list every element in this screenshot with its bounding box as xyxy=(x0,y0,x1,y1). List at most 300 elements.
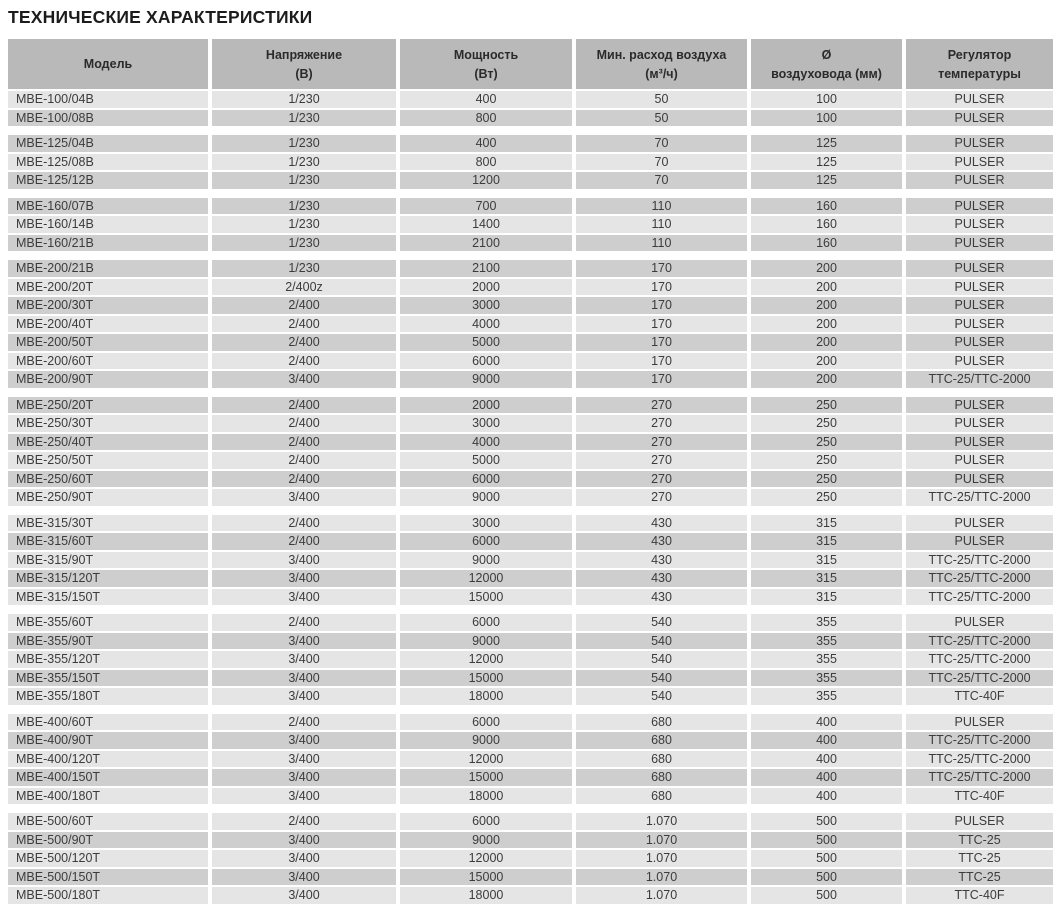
cell-regulator: TTC-25/TTC-2000 xyxy=(904,632,1053,651)
cell-diameter: 100 xyxy=(749,90,904,109)
cell-power: 9000 xyxy=(398,731,574,750)
column-header xyxy=(210,39,398,90)
cell-power: 5000 xyxy=(398,333,574,352)
cell-power: 4000 xyxy=(398,433,574,452)
cell-regulator: TTC-40F xyxy=(904,886,1053,905)
cell-power: 15000 xyxy=(398,669,574,688)
cell-regulator: PULSER xyxy=(904,515,1053,533)
cell-power: 9000 xyxy=(398,370,574,389)
cell-power: 400 xyxy=(398,135,574,153)
cell-diameter: 200 xyxy=(749,333,904,352)
cell-regulator: PULSER xyxy=(904,296,1053,315)
cell-regulator: PULSER xyxy=(904,171,1053,190)
cell-diameter: 400 xyxy=(749,787,904,806)
cell-power: 5000 xyxy=(398,451,574,470)
cell-airflow: 170 xyxy=(574,352,749,371)
cell-airflow: 680 xyxy=(574,750,749,769)
cell-model: MBE-355/90T xyxy=(8,632,210,651)
table-row xyxy=(8,260,1053,278)
cell-airflow: 270 xyxy=(574,451,749,470)
cell-airflow: 170 xyxy=(574,370,749,389)
cell-voltage: 3/400 xyxy=(210,731,398,750)
cell-diameter: 200 xyxy=(749,315,904,334)
column-header-line1: Регулятор xyxy=(947,47,1012,62)
cell-airflow: 270 xyxy=(574,488,749,507)
cell-voltage: 3/400 xyxy=(210,632,398,651)
group-gap xyxy=(8,127,1053,135)
table-row xyxy=(8,886,1053,905)
cell-diameter: 250 xyxy=(749,397,904,415)
cell-regulator: PULSER xyxy=(904,433,1053,452)
cell-airflow: 540 xyxy=(574,614,749,632)
header-row xyxy=(8,39,1053,90)
cell-regulator: PULSER xyxy=(904,397,1053,415)
cell-diameter: 355 xyxy=(749,632,904,651)
cell-airflow: 270 xyxy=(574,397,749,415)
cell-regulator: TTC-25 xyxy=(904,831,1053,850)
cell-airflow: 540 xyxy=(574,632,749,651)
cell-airflow: 1.070 xyxy=(574,849,749,868)
cell-diameter: 315 xyxy=(749,588,904,607)
cell-power: 18000 xyxy=(398,787,574,806)
cell-power: 700 xyxy=(398,198,574,216)
table-row xyxy=(8,831,1053,850)
cell-airflow: 170 xyxy=(574,260,749,278)
cell-power: 800 xyxy=(398,109,574,128)
cell-voltage: 3/400 xyxy=(210,750,398,769)
cell-voltage: 2/400 xyxy=(210,414,398,433)
table-row xyxy=(8,532,1053,551)
group-gap xyxy=(8,389,1053,397)
table-row xyxy=(8,768,1053,787)
column-header-line1: Напряжение xyxy=(265,47,343,62)
cell-model: MBE-160/14B xyxy=(8,215,210,234)
table-row xyxy=(8,198,1053,216)
cell-model: MBE-200/20T xyxy=(8,278,210,297)
cell-power: 9000 xyxy=(398,831,574,850)
cell-airflow: 70 xyxy=(574,135,749,153)
cell-model: MBE-200/21B xyxy=(8,260,210,278)
table-body xyxy=(8,90,1053,905)
cell-voltage: 3/400 xyxy=(210,768,398,787)
cell-airflow: 540 xyxy=(574,669,749,688)
cell-power: 15000 xyxy=(398,588,574,607)
cell-diameter: 250 xyxy=(749,470,904,489)
cell-model: MBE-315/150T xyxy=(8,588,210,607)
cell-power: 18000 xyxy=(398,886,574,905)
cell-power: 3000 xyxy=(398,296,574,315)
table-row xyxy=(8,669,1053,688)
cell-airflow: 170 xyxy=(574,315,749,334)
cell-diameter: 160 xyxy=(749,215,904,234)
cell-model: MBE-250/90T xyxy=(8,488,210,507)
cell-model: MBE-400/120T xyxy=(8,750,210,769)
table-row xyxy=(8,488,1053,507)
cell-airflow: 680 xyxy=(574,768,749,787)
cell-diameter: 500 xyxy=(749,868,904,887)
cell-voltage: 1/230 xyxy=(210,153,398,172)
cell-voltage: 2/400 xyxy=(210,614,398,632)
cell-voltage: 1/230 xyxy=(210,135,398,153)
cell-regulator: TTC-25/TTC-2000 xyxy=(904,588,1053,607)
cell-diameter: 500 xyxy=(749,813,904,831)
cell-airflow: 540 xyxy=(574,650,749,669)
cell-voltage: 3/400 xyxy=(210,551,398,570)
cell-voltage: 2/400z xyxy=(210,278,398,297)
table-row xyxy=(8,234,1053,253)
cell-airflow: 430 xyxy=(574,569,749,588)
cell-voltage: 2/400 xyxy=(210,515,398,533)
cell-regulator: PULSER xyxy=(904,135,1053,153)
cell-voltage: 2/400 xyxy=(210,433,398,452)
cell-regulator: TTC-25/TTC-2000 xyxy=(904,551,1053,570)
cell-model: MBE-400/150T xyxy=(8,768,210,787)
cell-power: 6000 xyxy=(398,470,574,489)
cell-airflow: 680 xyxy=(574,731,749,750)
cell-model: MBE-400/60T xyxy=(8,714,210,732)
cell-model: MBE-125/08B xyxy=(8,153,210,172)
column-header-line2: температуры xyxy=(938,66,1021,81)
table-row xyxy=(8,135,1053,153)
table-row xyxy=(8,397,1053,415)
column-header xyxy=(749,39,904,90)
cell-voltage: 3/400 xyxy=(210,868,398,887)
cell-airflow: 70 xyxy=(574,171,749,190)
cell-power: 12000 xyxy=(398,849,574,868)
cell-diameter: 160 xyxy=(749,198,904,216)
cell-airflow: 1.070 xyxy=(574,868,749,887)
cell-diameter: 500 xyxy=(749,831,904,850)
cell-diameter: 160 xyxy=(749,234,904,253)
column-header-line1: Модель xyxy=(83,57,133,71)
cell-diameter: 500 xyxy=(749,849,904,868)
cell-power: 9000 xyxy=(398,632,574,651)
table-row xyxy=(8,849,1053,868)
cell-airflow: 270 xyxy=(574,433,749,452)
column-header xyxy=(8,39,210,90)
cell-voltage: 2/400 xyxy=(210,451,398,470)
cell-power: 15000 xyxy=(398,868,574,887)
cell-airflow: 540 xyxy=(574,687,749,706)
cell-model: MBE-160/07B xyxy=(8,198,210,216)
cell-regulator: TTC-25/TTC-2000 xyxy=(904,650,1053,669)
cell-power: 400 xyxy=(398,90,574,109)
cell-airflow: 110 xyxy=(574,198,749,216)
table-row xyxy=(8,515,1053,533)
cell-power: 12000 xyxy=(398,750,574,769)
table-row xyxy=(8,588,1053,607)
cell-diameter: 250 xyxy=(749,488,904,507)
cell-model: MBE-200/60T xyxy=(8,352,210,371)
table-row xyxy=(8,687,1053,706)
cell-diameter: 315 xyxy=(749,551,904,570)
cell-airflow: 430 xyxy=(574,532,749,551)
cell-regulator: PULSER xyxy=(904,352,1053,371)
cell-airflow: 50 xyxy=(574,109,749,128)
cell-power: 6000 xyxy=(398,714,574,732)
cell-model: MBE-500/180T xyxy=(8,886,210,905)
cell-model: MBE-355/150T xyxy=(8,669,210,688)
cell-voltage: 2/400 xyxy=(210,532,398,551)
cell-voltage: 1/230 xyxy=(210,90,398,109)
cell-regulator: PULSER xyxy=(904,470,1053,489)
cell-voltage: 2/400 xyxy=(210,333,398,352)
cell-diameter: 315 xyxy=(749,532,904,551)
cell-diameter: 250 xyxy=(749,414,904,433)
cell-power: 800 xyxy=(398,153,574,172)
column-header-line2: воздуховода (мм) xyxy=(771,66,882,81)
cell-voltage: 1/230 xyxy=(210,260,398,278)
cell-regulator: PULSER xyxy=(904,153,1053,172)
column-header xyxy=(904,39,1053,90)
cell-voltage: 2/400 xyxy=(210,397,398,415)
cell-voltage: 1/230 xyxy=(210,234,398,253)
cell-voltage: 1/230 xyxy=(210,215,398,234)
table-row xyxy=(8,433,1053,452)
column-header xyxy=(398,39,574,90)
cell-model: MBE-125/12B xyxy=(8,171,210,190)
cell-regulator: PULSER xyxy=(904,278,1053,297)
table-row xyxy=(8,315,1053,334)
cell-model: MBE-400/180T xyxy=(8,787,210,806)
cell-diameter: 200 xyxy=(749,352,904,371)
cell-regulator: PULSER xyxy=(904,532,1053,551)
cell-power: 9000 xyxy=(398,551,574,570)
table-row xyxy=(8,614,1053,632)
cell-diameter: 400 xyxy=(749,768,904,787)
cell-regulator: TTC-25/TTC-2000 xyxy=(904,750,1053,769)
table-row xyxy=(8,569,1053,588)
cell-voltage: 2/400 xyxy=(210,352,398,371)
column-header-line1: Мощность xyxy=(453,47,519,62)
column-header-line2: (м³/ч) xyxy=(645,66,678,81)
group-gap xyxy=(8,706,1053,714)
table-row xyxy=(8,787,1053,806)
cell-model: MBE-315/60T xyxy=(8,532,210,551)
cell-diameter: 355 xyxy=(749,650,904,669)
table-row xyxy=(8,171,1053,190)
cell-regulator: PULSER xyxy=(904,813,1053,831)
cell-airflow: 680 xyxy=(574,787,749,806)
table-row xyxy=(8,632,1053,651)
cell-airflow: 110 xyxy=(574,234,749,253)
page-title: ТЕХНИЧЕСКИЕ ХАРАКТЕРИСТИКИ xyxy=(8,7,313,27)
table-row xyxy=(8,90,1053,109)
cell-regulator: PULSER xyxy=(904,260,1053,278)
cell-model: MBE-315/30T xyxy=(8,515,210,533)
cell-model: MBE-250/40T xyxy=(8,433,210,452)
cell-voltage: 3/400 xyxy=(210,588,398,607)
cell-model: MBE-250/50T xyxy=(8,451,210,470)
cell-airflow: 1.070 xyxy=(574,831,749,850)
cell-regulator: TTC-40F xyxy=(904,687,1053,706)
cell-airflow: 1.070 xyxy=(574,886,749,905)
cell-regulator: PULSER xyxy=(904,234,1053,253)
cell-voltage: 2/400 xyxy=(210,315,398,334)
cell-airflow: 430 xyxy=(574,515,749,533)
cell-diameter: 315 xyxy=(749,569,904,588)
cell-regulator: TTC-25 xyxy=(904,849,1053,868)
cell-diameter: 200 xyxy=(749,370,904,389)
cell-voltage: 3/400 xyxy=(210,650,398,669)
cell-voltage: 3/400 xyxy=(210,831,398,850)
cell-diameter: 200 xyxy=(749,278,904,297)
cell-model: MBE-200/30T xyxy=(8,296,210,315)
cell-airflow: 680 xyxy=(574,714,749,732)
cell-diameter: 400 xyxy=(749,714,904,732)
cell-voltage: 3/400 xyxy=(210,569,398,588)
cell-regulator: PULSER xyxy=(904,90,1053,109)
cell-regulator: TTC-25/TTC-2000 xyxy=(904,370,1053,389)
cell-voltage: 2/400 xyxy=(210,470,398,489)
table-row xyxy=(8,714,1053,732)
cell-diameter: 355 xyxy=(749,669,904,688)
cell-power: 1400 xyxy=(398,215,574,234)
cell-diameter: 500 xyxy=(749,886,904,905)
cell-model: MBE-160/21B xyxy=(8,234,210,253)
cell-regulator: PULSER xyxy=(904,451,1053,470)
group-gap xyxy=(8,507,1053,515)
table-row xyxy=(8,750,1053,769)
cell-model: MBE-250/60T xyxy=(8,470,210,489)
cell-regulator: PULSER xyxy=(904,198,1053,216)
cell-diameter: 125 xyxy=(749,171,904,190)
cell-voltage: 2/400 xyxy=(210,813,398,831)
column-header xyxy=(574,39,749,90)
cell-airflow: 430 xyxy=(574,588,749,607)
cell-model: MBE-500/90T xyxy=(8,831,210,850)
table-row xyxy=(8,333,1053,352)
table-row xyxy=(8,451,1053,470)
cell-voltage: 3/400 xyxy=(210,687,398,706)
cell-airflow: 270 xyxy=(574,414,749,433)
cell-model: MBE-400/90T xyxy=(8,731,210,750)
cell-model: MBE-200/50T xyxy=(8,333,210,352)
cell-model: MBE-500/120T xyxy=(8,849,210,868)
cell-airflow: 170 xyxy=(574,296,749,315)
cell-regulator: TTC-40F xyxy=(904,787,1053,806)
cell-model: MBE-250/20T xyxy=(8,397,210,415)
cell-model: MBE-500/60T xyxy=(8,813,210,831)
cell-airflow: 1.070 xyxy=(574,813,749,831)
cell-airflow: 430 xyxy=(574,551,749,570)
table-row xyxy=(8,470,1053,489)
cell-airflow: 70 xyxy=(574,153,749,172)
cell-diameter: 125 xyxy=(749,135,904,153)
cell-voltage: 2/400 xyxy=(210,714,398,732)
table-row xyxy=(8,352,1053,371)
cell-power: 2000 xyxy=(398,278,574,297)
table-row xyxy=(8,813,1053,831)
cell-voltage: 2/400 xyxy=(210,296,398,315)
group-gap xyxy=(8,190,1053,198)
cell-diameter: 200 xyxy=(749,296,904,315)
cell-airflow: 170 xyxy=(574,278,749,297)
cell-power: 6000 xyxy=(398,352,574,371)
table-header xyxy=(8,39,1053,90)
cell-power: 4000 xyxy=(398,315,574,334)
cell-model: MBE-315/120T xyxy=(8,569,210,588)
table-row xyxy=(8,109,1053,128)
cell-diameter: 125 xyxy=(749,153,904,172)
table-row xyxy=(8,868,1053,887)
cell-voltage: 3/400 xyxy=(210,849,398,868)
cell-model: MBE-200/40T xyxy=(8,315,210,334)
cell-power: 12000 xyxy=(398,569,574,588)
cell-model: MBE-315/90T xyxy=(8,551,210,570)
cell-power: 6000 xyxy=(398,813,574,831)
cell-diameter: 250 xyxy=(749,433,904,452)
column-header-line1: Ø xyxy=(821,47,832,62)
cell-power: 2100 xyxy=(398,260,574,278)
cell-power: 15000 xyxy=(398,768,574,787)
cell-diameter: 250 xyxy=(749,451,904,470)
cell-voltage: 1/230 xyxy=(210,198,398,216)
cell-model: MBE-250/30T xyxy=(8,414,210,433)
group-gap xyxy=(8,805,1053,813)
column-header-line2: (Вт) xyxy=(474,66,498,81)
cell-voltage: 3/400 xyxy=(210,669,398,688)
cell-power: 18000 xyxy=(398,687,574,706)
column-header-line2: (В) xyxy=(295,66,313,81)
cell-model: MBE-100/04B xyxy=(8,90,210,109)
cell-power: 6000 xyxy=(398,532,574,551)
cell-model: MBE-355/180T xyxy=(8,687,210,706)
specs-table xyxy=(8,39,1053,906)
cell-voltage: 3/400 xyxy=(210,886,398,905)
cell-diameter: 200 xyxy=(749,260,904,278)
cell-power: 6000 xyxy=(398,614,574,632)
cell-voltage: 3/400 xyxy=(210,370,398,389)
cell-airflow: 170 xyxy=(574,333,749,352)
cell-airflow: 110 xyxy=(574,215,749,234)
cell-model: MBE-200/90T xyxy=(8,370,210,389)
table-row xyxy=(8,731,1053,750)
cell-model: MBE-355/120T xyxy=(8,650,210,669)
cell-regulator: TTC-25/TTC-2000 xyxy=(904,488,1053,507)
cell-regulator: TTC-25/TTC-2000 xyxy=(904,569,1053,588)
table-row xyxy=(8,278,1053,297)
table-row xyxy=(8,650,1053,669)
cell-power: 3000 xyxy=(398,515,574,533)
cell-diameter: 355 xyxy=(749,687,904,706)
cell-regulator: PULSER xyxy=(904,614,1053,632)
cell-diameter: 315 xyxy=(749,515,904,533)
table-row xyxy=(8,296,1053,315)
cell-model: MBE-500/150T xyxy=(8,868,210,887)
cell-diameter: 400 xyxy=(749,731,904,750)
column-header-line1: Мин. расход воздуха xyxy=(596,47,727,62)
cell-voltage: 3/400 xyxy=(210,787,398,806)
cell-regulator: PULSER xyxy=(904,315,1053,334)
cell-airflow: 270 xyxy=(574,470,749,489)
cell-airflow: 50 xyxy=(574,90,749,109)
cell-regulator: PULSER xyxy=(904,333,1053,352)
cell-diameter: 100 xyxy=(749,109,904,128)
cell-model: MBE-100/08B xyxy=(8,109,210,128)
cell-voltage: 1/230 xyxy=(210,109,398,128)
cell-regulator: TTC-25/TTC-2000 xyxy=(904,669,1053,688)
cell-regulator: TTC-25 xyxy=(904,868,1053,887)
group-gap xyxy=(8,606,1053,614)
table-row xyxy=(8,414,1053,433)
cell-model: MBE-355/60T xyxy=(8,614,210,632)
cell-regulator: PULSER xyxy=(904,215,1053,234)
cell-regulator: TTC-25/TTC-2000 xyxy=(904,731,1053,750)
cell-regulator: PULSER xyxy=(904,414,1053,433)
cell-regulator: PULSER xyxy=(904,714,1053,732)
cell-power: 3000 xyxy=(398,414,574,433)
